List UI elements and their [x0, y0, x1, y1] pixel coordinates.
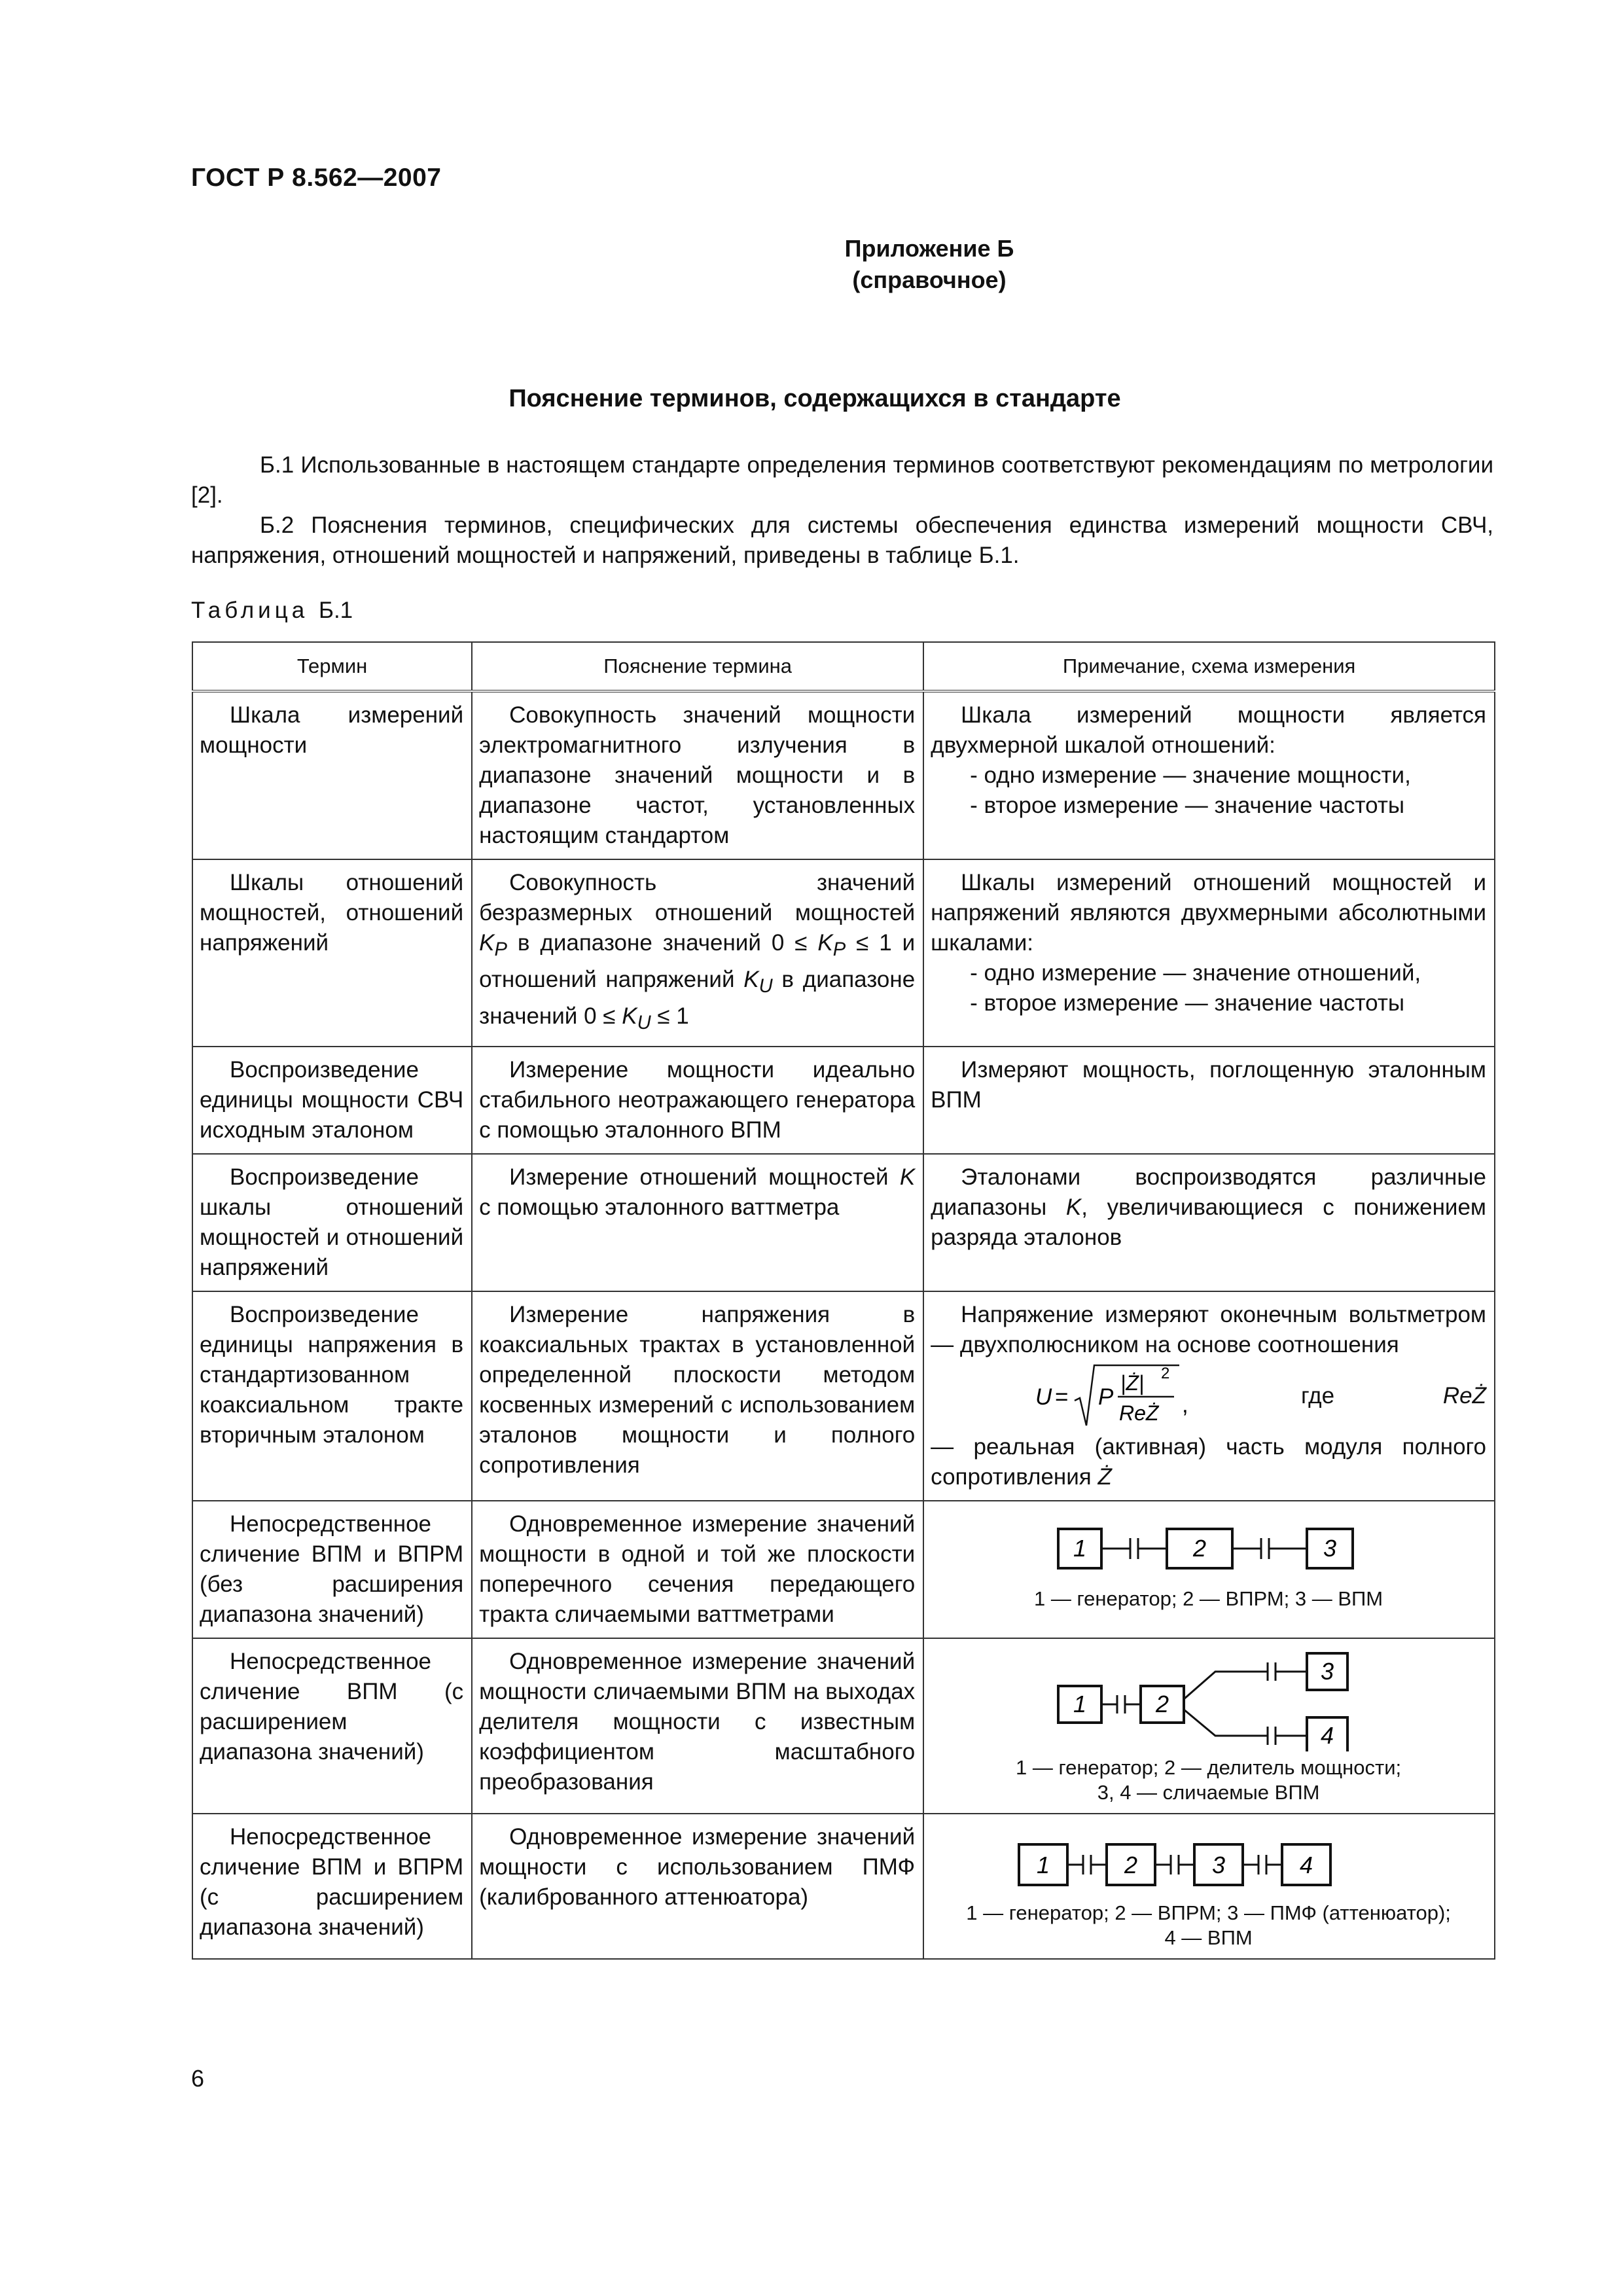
- terms-table: [192, 641, 1495, 1960]
- paragraph-b1: Б.1 Использованные в настоящем стандарте определения терминов соответствуют рекомендациям по метрологии [2].: [191, 452, 1493, 508]
- block-label: 2: [1192, 1535, 1206, 1562]
- formula-denominator: ReŻ: [1119, 1401, 1159, 1425]
- table-row: [192, 1154, 1495, 1291]
- text-run: с помощью эталонного ваттметра: [479, 1194, 840, 1220]
- block-label: 2: [1155, 1691, 1169, 1717]
- term-cell: Воспроизведение единицы мощности СВЧ исходным эталоном: [192, 1047, 472, 1154]
- symbol-rez: ReŻ: [1442, 1383, 1486, 1408]
- note-cell: [923, 1154, 1495, 1291]
- connector: [1184, 1672, 1268, 1699]
- note-item: - одно измерение — значение мощности,: [970, 762, 1411, 788]
- note-lead: Шкала измерений мощности является двухмерной шкалой отношений:: [931, 702, 1486, 758]
- note-cell: [923, 1291, 1495, 1501]
- note-item: - одно измерение — значение отношений,: [970, 960, 1421, 986]
- formula-lhs: U: [1035, 1384, 1052, 1410]
- scheme-diagram-3: [999, 1822, 1418, 1894]
- block-label: 3: [1323, 1535, 1336, 1562]
- header-note: Примечание, схема измерения: [923, 642, 1495, 691]
- note-cell: [923, 1814, 1495, 1959]
- explanation-cell: Одновременное измерение значений мощности в одной и той же плоскости поперечного сечения передающего тракта сличаемыми ваттметрами: [472, 1501, 923, 1638]
- formula-p: P: [1098, 1384, 1114, 1410]
- term-cell: Непосредственное сличение ВПМ и ВПРМ (без расширения диапазона значений): [192, 1501, 472, 1638]
- voltage-formula: [931, 1360, 1205, 1432]
- appendix-title: Приложение Б: [844, 235, 1014, 262]
- table-row: [192, 859, 1495, 1047]
- symbol-k: K: [1065, 1194, 1082, 1220]
- symbol-sub: P: [832, 939, 846, 960]
- term-cell: Воспроизведение шкалы отношений мощностей и отношений напряжений: [192, 1154, 472, 1291]
- scheme-caption: 3, 4 — сличаемые ВПМ: [1097, 1781, 1320, 1804]
- formula-numerator: |Ż|: [1120, 1371, 1145, 1395]
- term-cell: Шкала измерений мощности: [192, 691, 472, 859]
- term-cell: Непосредственное сличение ВПМ (с расширением диапазона значений): [192, 1638, 472, 1814]
- symbol-ku: K: [743, 967, 759, 992]
- page-number: 6: [191, 2065, 205, 2092]
- scheme-diagram-2: [1045, 1647, 1372, 1751]
- formula-eq: =: [1055, 1384, 1069, 1410]
- header-term: Термин: [192, 642, 472, 691]
- note-cell: [923, 1638, 1495, 1814]
- text-run: в диапазоне значений 0 ≤: [507, 930, 818, 956]
- term-cell: Непосредственное сличение ВПМ и ВПРМ (с расширением диапазона значений): [192, 1814, 472, 1959]
- formula-exponent: 2: [1161, 1365, 1170, 1382]
- header-explanation: Пояснение термина: [472, 642, 923, 691]
- note-cell: [923, 859, 1495, 1047]
- text-run: Эталонами воспроизводятся различные диапазоны: [931, 1164, 1486, 1220]
- paragraph-b2: Б.2 Пояснения терминов, специфических для системы обеспечения единства измерений мощности СВЧ, напряжения, отношений мощностей и напряжений, приведены в таблице Б.1.: [191, 512, 1493, 568]
- symbol-sub: U: [758, 976, 773, 997]
- explanation-cell: [472, 1154, 923, 1291]
- text-run: ≤ 1 и отношений напряжений: [479, 930, 916, 992]
- note-text: [931, 1432, 1486, 1492]
- note-cell: [923, 1501, 1495, 1638]
- table-row: [192, 1047, 1495, 1154]
- block-label: 2: [1124, 1852, 1137, 1878]
- table-row: [192, 1501, 1495, 1638]
- explanation-cell: Одновременное измерение значений мощности с использованием ПМФ (калиброванного аттенюатора): [472, 1814, 923, 1959]
- section-heading: Пояснение терминов, содержащихся в стандарте: [508, 385, 1121, 412]
- formula-comma: ,: [1182, 1392, 1188, 1418]
- table-row: [192, 691, 1495, 859]
- text-run: , увеличивающиеся с понижением разряда эталонов: [931, 1194, 1486, 1250]
- explanation-cell: Измерение напряжения в коаксиальных трактах в установленной определенной плоскости методом косвенных измерений с использованием эталонов мощности и полного сопротивления: [472, 1291, 923, 1501]
- term-cell: Шкалы отношений мощностей, отношений напряжений: [192, 859, 472, 1047]
- table-caption-label: Таблица: [191, 598, 309, 623]
- note-text: Напряжение измеряют оконечным вольтметром — двухполюсником на основе соотношения: [931, 1302, 1486, 1357]
- block-label: 3: [1211, 1852, 1225, 1878]
- explanation-cell: [472, 859, 923, 1047]
- term-cell: Воспроизведение единицы напряжения в стандартизованном коаксиальном тракте вторичным эталоном: [192, 1291, 472, 1501]
- note-where: где: [1300, 1383, 1335, 1408]
- text-run: — реальная (активная) часть модуля полного сопротивления: [931, 1434, 1486, 1490]
- symbol-sub: U: [637, 1013, 651, 1033]
- formula-line: [931, 1360, 1486, 1432]
- symbol-k: K: [899, 1164, 916, 1190]
- block-label: 4: [1320, 1722, 1334, 1749]
- symbol-kp: K: [817, 930, 833, 956]
- note-item: - второе измерение — значение частоты: [970, 793, 1405, 818]
- text-run: в диапазоне значений 0 ≤: [479, 967, 916, 1029]
- note-lead: Шкалы измерений отношений мощностей и напряжений являются двухмерными абсолютными шкалами:: [931, 870, 1486, 956]
- text-run: Измерение отношений мощностей: [509, 1164, 900, 1190]
- symbol-kp: K: [479, 930, 495, 956]
- scheme-caption: 4 — ВПМ: [1164, 1926, 1253, 1949]
- scheme-caption: 1 — генератор; 2 — делитель мощности;: [1015, 1756, 1402, 1779]
- scheme-caption: 1 — генератор; 2 — ВПРМ; 3 — ВПМ: [1034, 1587, 1383, 1610]
- text-run: Совокупность значений безразмерных отношений мощностей: [479, 870, 916, 925]
- block-label: 1: [1036, 1852, 1050, 1878]
- table-row: [192, 1814, 1495, 1959]
- table-row: [192, 1638, 1495, 1814]
- text-run: ≤ 1: [651, 1003, 689, 1029]
- table-caption: [191, 598, 353, 624]
- block-label: 1: [1073, 1535, 1086, 1562]
- symbol-sub: P: [494, 939, 507, 960]
- note-item: - второе измерение — значение частоты: [970, 990, 1405, 1016]
- block-label: 3: [1320, 1658, 1334, 1685]
- appendix-subtitle: (справочное): [852, 266, 1007, 293]
- scheme-diagram-1: [1045, 1509, 1372, 1575]
- explanation-cell: Совокупность значений мощности электромагнитного излучения в диапазоне значений мощности и в диапазоне частот, установленных настоящим стандартом: [472, 691, 923, 859]
- block-label: 1: [1073, 1691, 1086, 1717]
- block-label: 4: [1299, 1852, 1313, 1878]
- note-cell: [923, 691, 1495, 859]
- symbol-z: Ż: [1097, 1464, 1112, 1490]
- table-row: [192, 1291, 1495, 1501]
- table-caption-number: Б.1: [318, 598, 353, 623]
- connector: [1184, 1710, 1268, 1736]
- symbol-ku: K: [622, 1003, 637, 1029]
- explanation-cell: Одновременное измерение значений мощности сличаемыми ВПМ на выходах делителя мощности с известным коэффициентом масштабного преобразования: [472, 1638, 923, 1814]
- scheme-caption: 1 — генератор; 2 — ВПРМ; 3 — ПМФ (аттенюатор);: [966, 1901, 1451, 1924]
- explanation-cell: Измерение мощности идеально стабильного неотражающего генератора с помощью эталонного ВПМ: [472, 1047, 923, 1154]
- document-code: ГОСТ Р 8.562—2007: [191, 164, 442, 192]
- table-header-row: [192, 642, 1495, 691]
- note-cell: Измеряют мощность, поглощенную эталонным ВПМ: [923, 1047, 1495, 1154]
